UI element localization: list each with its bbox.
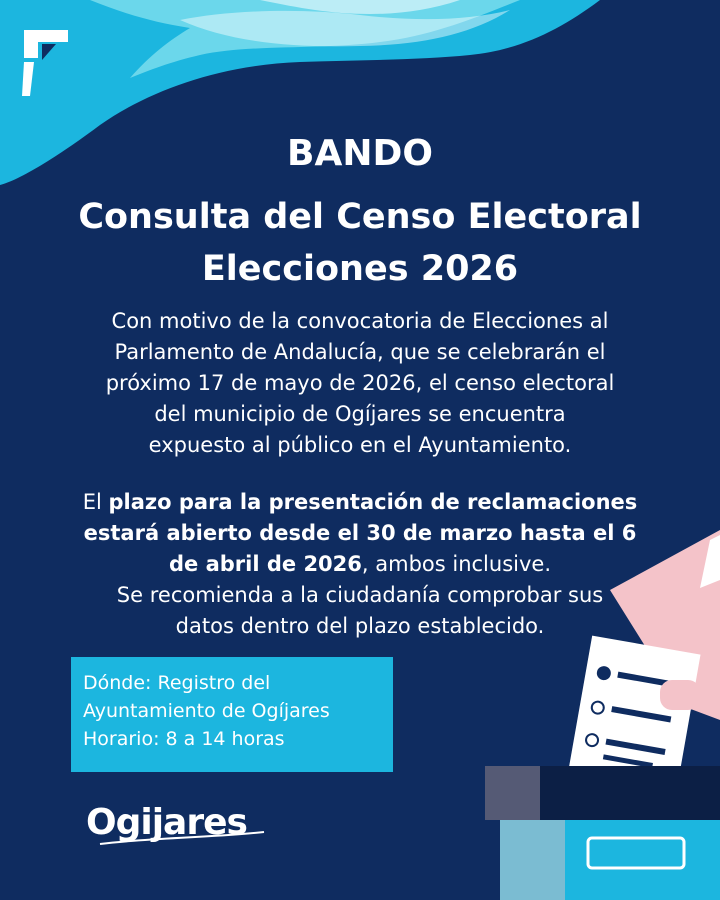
- plazo-bold-1: plazo para la presentación de reclamaciones: [108, 490, 638, 514]
- info-location-2: Ayuntamiento de Ogíjares: [83, 700, 330, 722]
- plazo-bold-3: de abril de 2026: [169, 552, 362, 576]
- intro-line: expuesto al público en el Ayuntamiento.: [148, 433, 572, 457]
- intro-line: Con motivo de la convocatoria de Elecciones al: [111, 309, 609, 333]
- info-box: [71, 657, 393, 772]
- corner-logo-icon: [20, 28, 72, 98]
- intro-line: próximo 17 de mayo de 2026, el censo electoral: [105, 371, 615, 395]
- intro-paragraph: [60, 306, 660, 461]
- plazo-line: [60, 487, 660, 518]
- page-subtitle: [0, 191, 720, 295]
- ogijares-logo: [86, 796, 276, 856]
- info-location: Dónde: Registro del: [83, 672, 271, 694]
- plazo-tail: , ambos inclusive.: [361, 552, 551, 576]
- subtitle-line-2: Elecciones 2026: [201, 249, 519, 289]
- plazo-bold-2: estará abierto desde el 30 de marzo hasta el 6: [83, 521, 637, 545]
- intro-line: del municipio de Ogíjares se encuentra: [154, 402, 566, 426]
- plazo-lead: El: [82, 490, 109, 514]
- ballot-box-icon: [480, 520, 720, 900]
- subtitle-line-1: Consulta del Censo Electoral: [78, 197, 642, 237]
- bando-title: BANDO: [287, 133, 433, 174]
- plazo-line: datos dentro del plazo establecido.: [175, 614, 545, 638]
- plazo-line: Se recomienda a la ciudadanía comprobar sus: [116, 583, 604, 607]
- brand-logo-text: Ogijares: [86, 802, 247, 843]
- info-hours: Horario: 8 a 14 horas: [83, 728, 285, 750]
- intro-line: Parlamento de Andalucía, que se celebrarán el: [114, 340, 606, 364]
